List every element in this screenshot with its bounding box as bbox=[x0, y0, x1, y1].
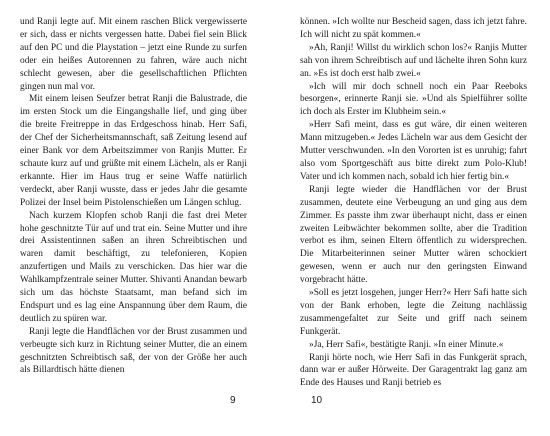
left-paragraph-1: und Ranji legte auf. Mit einem raschen Blick vergewisserte er sich, dass er nichts vergessen hatte. Dabei fiel sein Blick auf den PC und die Playstation – jetzt eine Runde zu surfen oder ein heißes Autorennen zu fahren, wäre auch nicht schlecht gewesen, aber die gesellschaftlichen Pflichten gingen nun mal vor. bbox=[20, 17, 247, 92]
right-paragraph-7: »Ja, Herr Safi«, bestätigte Ranji. »In einer Minute.« bbox=[309, 339, 504, 350]
left-paragraph-4: Ranji legte die Handflächen vor der Brust zusammen und verbeugte sich kurz in Richtung seiner Mutter, die an einem geschnitzten Schreibtisch saß, der von der Größe her auch als Billardtisch hätte dienen bbox=[20, 326, 247, 376]
left-page bbox=[20, 16, 247, 377]
left-page-number: 9 bbox=[230, 395, 236, 406]
right-paragraph-6: »Soll es jetzt losgehen, junger Herr?« Herr Safi hatte sich von der Bank erhoben, legte die Zeitung nachlässig zusammengefaltet zur Seite und griff nach seinem Funkgerät. bbox=[300, 288, 527, 337]
right-paragraph-1: können. »Ich wollte nur Bescheid sagen, dass ich jetzt fahre. Ich will nicht zu spät kommen.« bbox=[300, 17, 528, 40]
right-page-number: 10 bbox=[311, 395, 323, 406]
right-paragraph-5: Ranji legte wieder die Handflächen vor der Brust zusammen, deutete eine Verbeugung an und ging aus dem Zimmer. Es passte ihm zwar überhaupt nicht, dass er einen zweiten Leibwächter bekommen sollte, aber die Tradition verbot es ihm, seinen Eltern öffentlich zu widersprechen. Die Mitarbeiterinnen seiner Mutter wären schockiert gewesen, wenn er auch nur den geringsten Einwand vorgebracht hätte. bbox=[300, 184, 527, 286]
left-paragraph-3: Nach kurzem Klopfen schob Ranji die fast drei Meter hohe geschnitzte Tür auf und trat ein. Seine Mutter und ihre drei Assistentinnen saßen an ihren Schreibtischen und waren damit beschäftigt, zu telefonieren, Kopien anzufertigen und Mails zu verschicken. Das hier war die Wahlkampfzentrale seiner Mutter. Shivanti Anandan bewarb sich um das höchste Staatsamt, man befand sich im Endspurt und es lag eine Anspannung über dem Raum, die deutlich zu spüren war. bbox=[20, 210, 247, 324]
right-paragraph-4: »Herr Safi meint, dass es gut wäre, dir einen weiteren Mann mitzugeben.« Jedes Lächeln war aus dem Gesicht der Mutter verschwunden. »In den Vororten ist es unruhig; fahrt also vom Sportgeschäft aus bitte direkt zum Polo-Klub! Vater und ich kommen nach, sobald ich hier fertig bin.« bbox=[300, 120, 527, 182]
right-paragraph-3: »Ich will mir doch schnell noch ein Paar Reeboks besorgen«, erinnerte Ranji sie. »Und als Spielführer sollte ich doch als Erster im Klubheim sein.« bbox=[300, 81, 527, 118]
right-paragraph-8: Ranji hörte noch, wie Herr Safi in das Funkgerät sprach, dann war er außer Hörweite. Der Garagentrakt lag ganz am Ende des Hauses und Ranji betrieb es bbox=[300, 352, 527, 389]
right-paragraph-2: »Ah, Ranji! Willst du wirklich schon los?« Ranjis Mutter sah von ihrem Schreibtisch auf und lächelte ihren Sohn kurz an. »Es ist doch erst halb zwei.« bbox=[300, 42, 527, 79]
left-paragraph-2: Mit einem leisen Seufzer betrat Ranji die Balustrade, die im ersten Stock um die Eingangshalle lief, und ging über die breite Freitreppe in das Erdgeschoss hinab. Herr Safi, der Chef der Sicherheitsmannschaft, saß Zeitung lesend auf einer Bank vor dem Arbeitszimmer von Ranjis Mutter. Er schaute kurz auf und grüßte mit einem Lächeln, als er Ranji erkannte. Hier im Haus trug er seine Waffe natürlich verdeckt, aber Ranji wusste, dass er jedes Jahr die gesamte Polizei der Insel beim Pistolenschießen um Längen schlug. bbox=[20, 94, 247, 208]
right-page bbox=[300, 16, 527, 390]
